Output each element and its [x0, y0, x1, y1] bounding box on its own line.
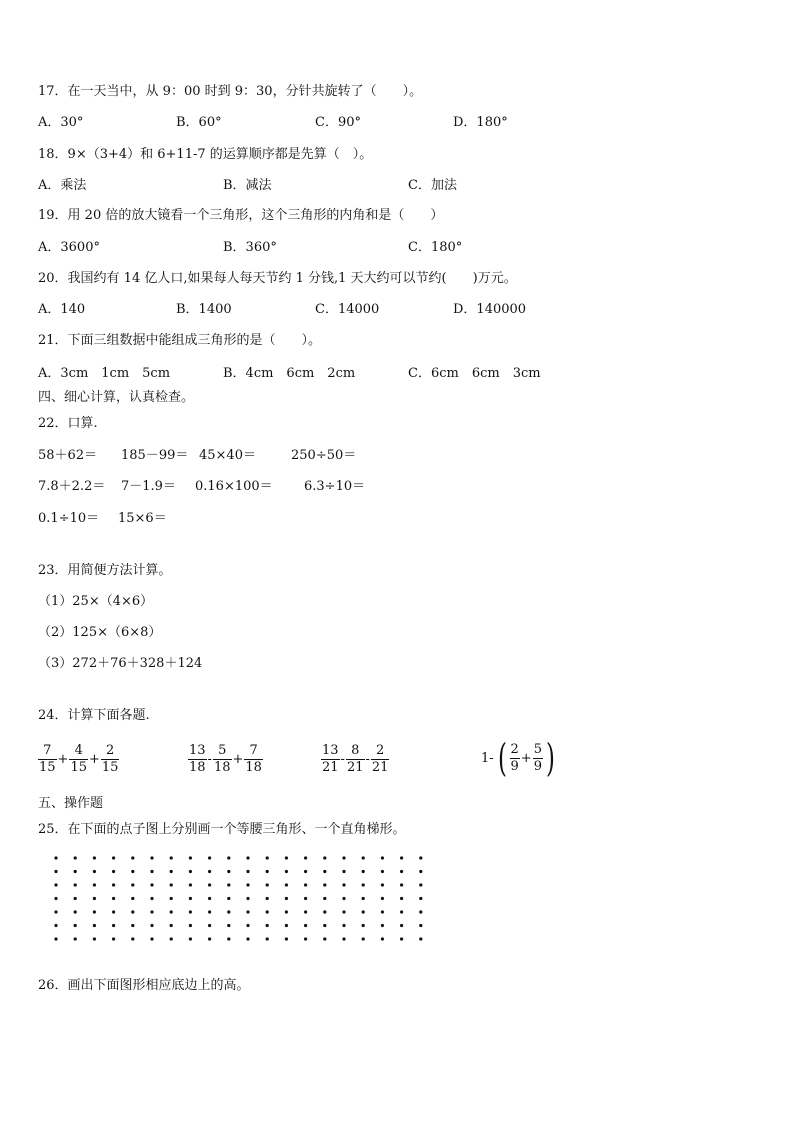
grid-dot — [285, 883, 288, 886]
q22-r1-item: 45×40＝ — [199, 448, 256, 463]
grid-dot — [381, 924, 384, 927]
q22-r2-item: 7.8＋2.2＝ — [38, 479, 106, 494]
q19-option-b: B．360° — [223, 240, 277, 255]
denominator: 18 — [189, 760, 206, 775]
grid-dot — [342, 856, 345, 859]
q24-expression-4 — [480, 736, 558, 780]
numerator: 8 — [346, 743, 365, 760]
grid-dot — [54, 924, 57, 927]
grid-dot — [266, 870, 269, 873]
grid-dot — [246, 910, 249, 913]
grid-dot — [131, 856, 134, 859]
q23-item-1: （1）25×（4×6） — [38, 594, 154, 609]
grid-dot — [150, 856, 153, 859]
q22-r1-item: 58＋62＝ — [38, 448, 98, 463]
q21-stem: 21．下面三组数据中能组成三角形的是（ ）。 — [38, 333, 322, 348]
grid-dot — [227, 924, 230, 927]
q18-option-b: B．减法 — [223, 178, 272, 193]
grid-dot — [266, 937, 269, 940]
grid-dot — [93, 883, 96, 886]
operator: - — [207, 752, 212, 767]
grid-dot — [208, 883, 211, 886]
q17-option-c: C．90° — [315, 115, 361, 130]
grid-dot — [227, 870, 230, 873]
grid-dot — [170, 910, 173, 913]
grid-dot — [54, 910, 57, 913]
grid-dot — [419, 910, 422, 913]
q18-option-c: C．加法 — [408, 178, 457, 193]
fraction — [346, 743, 365, 776]
denominator: 18 — [213, 760, 231, 775]
grid-dot — [131, 924, 134, 927]
q23-item-3: （3）272＋76＋328＋124 — [38, 656, 203, 671]
operator: + — [232, 752, 244, 767]
q22-r2-item: 6.3÷10＝ — [304, 479, 366, 494]
q17-option-d: D．180° — [453, 115, 508, 130]
grid-dot — [419, 924, 422, 927]
grid-dot — [170, 856, 173, 859]
denominator: 15 — [101, 760, 119, 775]
grid-dot — [381, 870, 384, 873]
grid-dot — [150, 897, 153, 900]
grid-dot — [400, 856, 403, 859]
grid-dot — [54, 870, 57, 873]
grid-dot — [150, 937, 153, 940]
grid-dot — [131, 910, 134, 913]
grid-dot — [189, 883, 192, 886]
grid-dot — [112, 883, 115, 886]
denominator: 9 — [533, 758, 542, 774]
grid-dot — [362, 870, 365, 873]
q20-option-c: C．14000 — [315, 302, 380, 317]
grid-dot — [112, 870, 115, 873]
operator: + — [57, 752, 69, 767]
operator: - — [340, 752, 345, 767]
grid-dot — [381, 937, 384, 940]
grid-dot — [400, 897, 403, 900]
grid-dot — [246, 870, 249, 873]
q23-item-2: （2）125×（6×8） — [38, 625, 162, 640]
grid-dot — [304, 924, 307, 927]
grid-dot — [150, 910, 153, 913]
denominator: 15 — [70, 760, 87, 775]
q26-stem: 26．画出下面图形相应底边上的高。 — [38, 978, 250, 993]
grid-dot — [112, 910, 115, 913]
grid-dot — [227, 937, 230, 940]
numerator: 13 — [189, 743, 206, 758]
q18-option-a: A．乘法 — [38, 178, 87, 193]
section-4-heading: 四、细心计算，认真检查。 — [38, 390, 195, 405]
grid-dot — [74, 870, 77, 873]
q22-r2-item: 0.16×100＝ — [195, 479, 273, 494]
fraction — [38, 743, 57, 776]
grid-dot — [362, 924, 365, 927]
grid-dot — [93, 910, 96, 913]
fraction — [101, 743, 120, 776]
grid-dot — [150, 924, 153, 927]
grid-dot — [74, 883, 77, 886]
grid-dot — [131, 883, 134, 886]
denominator: 15 — [39, 760, 56, 775]
q22-r2-item: 7－1.9＝ — [121, 479, 176, 494]
q17-option-b: B．60° — [176, 115, 222, 130]
grid-dot — [246, 937, 249, 940]
grid-dot — [323, 937, 326, 940]
grid-dot — [74, 924, 77, 927]
grid-dot — [227, 897, 230, 900]
grid-dot — [208, 924, 211, 927]
grid-dot — [170, 870, 173, 873]
grid-dot — [93, 870, 96, 873]
grid-dot — [74, 937, 77, 940]
grid-dot — [285, 897, 288, 900]
grid-dot — [54, 883, 57, 886]
operator: + — [520, 750, 532, 766]
q20-option-a: A．140 — [38, 302, 86, 317]
grid-dot — [112, 924, 115, 927]
grid-dot — [362, 883, 365, 886]
fraction — [69, 743, 88, 776]
q21-option-a: A．3cm 1cm 5cm — [38, 366, 171, 381]
q22-r1-item: 250÷50＝ — [291, 448, 357, 463]
grid-dot — [189, 910, 192, 913]
grid-dot — [227, 856, 230, 859]
grid-dot — [400, 910, 403, 913]
grid-dot — [285, 910, 288, 913]
grid-dot — [54, 897, 57, 900]
grid-dot — [266, 910, 269, 913]
grid-dot — [381, 856, 384, 859]
numerator: 2 — [371, 743, 390, 760]
q24-stem: 24．计算下面各题. — [38, 708, 150, 723]
grid-dot — [362, 856, 365, 859]
grid-dot — [304, 870, 307, 873]
grid-dot — [246, 883, 249, 886]
grid-dot — [246, 856, 249, 859]
grid-dot — [246, 897, 249, 900]
grid-dot — [131, 897, 134, 900]
grid-dot — [266, 856, 269, 859]
grid-dot — [246, 924, 249, 927]
q20-stem: 20．我国约有 14 亿人口,如果每人每天节约 1 分钱,1 天大约可以节约( )万元。 — [38, 271, 517, 286]
numerator: 4 — [69, 743, 88, 760]
operator: - — [365, 752, 370, 767]
grid-dot — [323, 856, 326, 859]
left-paren: ( — [497, 736, 507, 780]
q22-stem: 22．口算. — [38, 416, 98, 431]
fraction — [213, 743, 232, 776]
q17-option-a: A．30° — [38, 115, 84, 130]
grid-dot — [362, 937, 365, 940]
q19-option-c: C．180° — [408, 240, 463, 255]
q23-stem: 23．用简便方法计算。 — [38, 563, 172, 578]
grid-dot — [400, 883, 403, 886]
numerator: 5 — [213, 743, 232, 760]
q17-stem: 17．在一天当中，从 9：00 时到 9：30，分针共旋转了（ ）。 — [38, 84, 423, 99]
grid-dot — [342, 870, 345, 873]
grid-dot — [74, 856, 77, 859]
operator: + — [89, 752, 100, 767]
grid-dot — [381, 883, 384, 886]
grid-dot — [93, 856, 96, 859]
grid-dot — [189, 856, 192, 859]
q22-r1-item: 185－99＝ — [121, 448, 189, 463]
grid-dot — [323, 910, 326, 913]
grid-dot — [112, 937, 115, 940]
numerator: 2 — [101, 743, 120, 760]
grid-dot — [362, 897, 365, 900]
grid-dot — [304, 883, 307, 886]
numerator: 13 — [322, 743, 339, 758]
grid-dot — [419, 897, 422, 900]
q18-stem: 18．9×（3+4）和 6+11-7 的运算顺序都是先算（ ）。 — [38, 147, 373, 162]
q24-expression-3 — [321, 743, 389, 776]
grid-dot — [266, 924, 269, 927]
grid-dot — [112, 856, 115, 859]
grid-dot — [419, 883, 422, 886]
grid-dot — [323, 924, 326, 927]
fraction — [371, 743, 390, 776]
section-5-heading: 五、操作题 — [38, 796, 104, 811]
q21-option-b: B．4cm 6cm 2cm — [223, 366, 356, 381]
grid-dot — [208, 897, 211, 900]
grid-dot — [93, 897, 96, 900]
grid-dot — [381, 910, 384, 913]
numerator: 7 — [38, 743, 57, 760]
numerator: 2 — [510, 741, 519, 757]
grid-dot — [400, 924, 403, 927]
denominator: 21 — [322, 760, 339, 775]
grid-dot — [419, 856, 422, 859]
denominator: 9 — [510, 758, 519, 774]
lead-term: 1- — [481, 750, 494, 766]
grid-dot — [150, 883, 153, 886]
q22-r3-item: 0.1÷10＝ — [38, 511, 100, 526]
numerator: 7 — [244, 743, 263, 760]
grid-dot — [342, 883, 345, 886]
q20-option-b: B．1400 — [176, 302, 232, 317]
grid-dot — [74, 897, 77, 900]
q19-option-a: A．3600° — [38, 240, 100, 255]
grid-dot — [93, 924, 96, 927]
grid-dot — [54, 937, 57, 940]
fraction — [510, 742, 520, 775]
grid-dot — [208, 856, 211, 859]
grid-dot — [323, 883, 326, 886]
grid-dot — [112, 897, 115, 900]
grid-dot — [323, 897, 326, 900]
grid-dot — [400, 870, 403, 873]
grid-dot — [419, 937, 422, 940]
grid-dot — [381, 897, 384, 900]
grid-dot — [419, 870, 422, 873]
fraction — [188, 743, 207, 776]
grid-dot — [189, 897, 192, 900]
grid-dot — [285, 937, 288, 940]
grid-dot — [208, 937, 211, 940]
dot-grid[interactable] — [50, 853, 440, 953]
grid-dot — [342, 924, 345, 927]
grid-dot — [304, 937, 307, 940]
grid-dot — [189, 924, 192, 927]
grid-dot — [304, 910, 307, 913]
grid-dot — [227, 910, 230, 913]
numerator: 5 — [533, 741, 542, 757]
q25-stem: 25．在下面的点子图上分别画一个等腰三角形、一个直角梯形。 — [38, 822, 406, 837]
denominator: 18 — [245, 760, 262, 775]
grid-dot — [342, 937, 345, 940]
grid-dot — [285, 856, 288, 859]
denominator: 21 — [346, 760, 364, 775]
grid-dot — [170, 937, 173, 940]
q21-option-c: C．6cm 6cm 3cm — [408, 366, 541, 381]
grid-dot — [93, 937, 96, 940]
right-paren: ) — [545, 736, 555, 780]
grid-dot — [189, 937, 192, 940]
grid-dot — [342, 910, 345, 913]
grid-dot — [266, 897, 269, 900]
fraction — [321, 743, 340, 776]
fraction — [244, 743, 263, 776]
grid-dot — [227, 883, 230, 886]
grid-dot — [400, 937, 403, 940]
q24-expression-2 — [188, 743, 263, 776]
grid-dot — [362, 910, 365, 913]
grid-dot — [150, 870, 153, 873]
grid-dot — [285, 870, 288, 873]
grid-dot — [170, 897, 173, 900]
grid-dot — [74, 910, 77, 913]
grid-dot — [54, 856, 57, 859]
grid-dot — [323, 870, 326, 873]
q22-r3-item: 15×6＝ — [118, 511, 167, 526]
grid-dot — [304, 897, 307, 900]
grid-dot — [208, 870, 211, 873]
grid-dot — [131, 937, 134, 940]
grid-dot — [304, 856, 307, 859]
grid-dot — [189, 870, 192, 873]
grid-dot — [342, 897, 345, 900]
grid-dot — [208, 910, 211, 913]
grid-dot — [266, 883, 269, 886]
q19-stem: 19．用 20 倍的放大镜看一个三角形，这个三角形的内角和是（ ） — [38, 208, 444, 223]
q24-expression-1 — [38, 743, 119, 776]
fraction — [533, 742, 543, 775]
grid-dot — [170, 924, 173, 927]
grid-dot — [285, 924, 288, 927]
grid-dot — [131, 870, 134, 873]
q20-option-d: D．140000 — [453, 302, 527, 317]
grid-dot — [170, 883, 173, 886]
denominator: 21 — [371, 760, 389, 775]
